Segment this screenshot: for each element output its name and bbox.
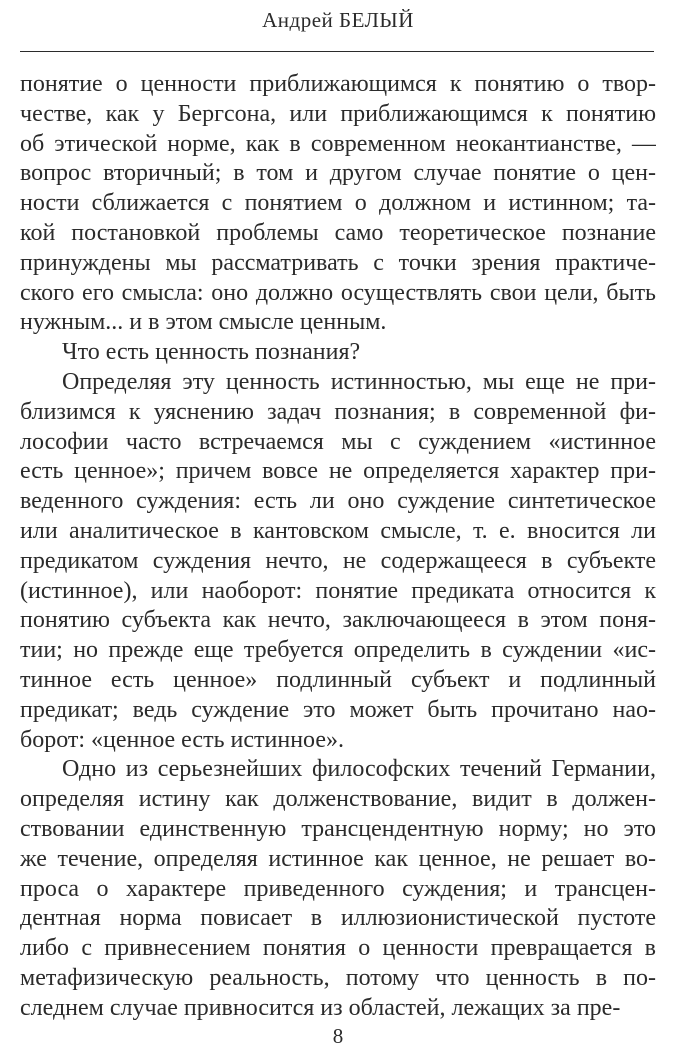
text-line: предикат; ведь суждение это может быть прочитано нао- <box>20 696 656 723</box>
text-line: кой постановкой проблемы само теоретическое познание <box>20 219 656 246</box>
paragraph <box>20 368 656 755</box>
text-line: следнем случае привносится из областей, лежащих за пре- <box>20 994 621 1021</box>
text-line: принуждены мы рассматривать с точки зрения практиче- <box>20 249 656 276</box>
text-line: метафизическую реальность, потому что ценность в по- <box>20 964 656 991</box>
paragraph <box>20 755 656 1023</box>
text-line: либо с привнесением понятия о ценности превращается в <box>20 935 656 962</box>
text-line: есть ценное»; причем вовсе не определяется характер при- <box>20 458 656 485</box>
text-line: ности сближается с понятием о должном и истинном; та- <box>20 190 656 217</box>
text-line: нужным... и в этом смысле ценным. <box>20 309 387 336</box>
text-line: об этической норме, как в современном неокантианстве, — <box>20 130 656 157</box>
text-line: честве, как у Бергсона, или приближающимся к понятию <box>20 100 656 127</box>
running-head: Андрей БЕЛЫЙ <box>262 8 414 32</box>
text-line: определяя истину как долженствование, видит в должен- <box>20 786 656 813</box>
paragraph <box>20 338 656 368</box>
text-line: близимся к уяснению задач познания; в современной фи- <box>20 398 656 425</box>
text-line: (истинное), или наоборот: понятие предиката относится к <box>20 577 656 604</box>
paragraph <box>20 70 656 338</box>
page-number: 8 <box>332 1024 344 1048</box>
text-line: понятию субъекта как нечто, заключающееся в этом поня- <box>20 607 656 634</box>
text-line: проса о характере приведенного суждения; и трансцен- <box>20 875 656 902</box>
text-line: ского его смысла: оно должно осуществлять свои цели, быть <box>20 279 656 306</box>
body-text <box>20 70 656 1024</box>
text-line: лософии часто встречаемся мы с суждением «истинное <box>20 428 656 455</box>
text-line: понятие о ценности приближающимся к понятию о твор- <box>20 71 656 97</box>
text-line: тии; но прежде еще требуется определить в суждении «ис- <box>20 637 656 664</box>
text-line: предикатом суждения нечто, не содержащееся в субъекте <box>20 547 656 574</box>
header-rule <box>20 51 654 52</box>
text-line: Что есть ценность познания? <box>62 339 361 366</box>
text-line: или аналитическое в кантовском смысле, т. е. вносится ли <box>20 517 656 544</box>
text-line: тинное есть ценное» подлинный субъект и подлинный <box>20 666 656 693</box>
text-line: Одно из серьезнейших философских течений Германии, <box>62 756 656 783</box>
text-line: ствовании единственную трансцендентную норму; но это <box>20 815 656 842</box>
text-line: вопрос вторичный; в том и другом случае понятие о цен- <box>20 160 656 187</box>
text-line: веденного суждения: есть ли оно суждение синтетическое <box>20 488 656 515</box>
text-line: дентная норма повисает в иллюзионистической пустоте <box>20 905 656 932</box>
text-line: Определяя эту ценность истинностью, мы еще не при- <box>62 368 656 395</box>
text-line: борот: «ценное есть истинное». <box>20 726 344 753</box>
text-line: же течение, определяя истинное как ценное, не решает во- <box>20 845 656 872</box>
